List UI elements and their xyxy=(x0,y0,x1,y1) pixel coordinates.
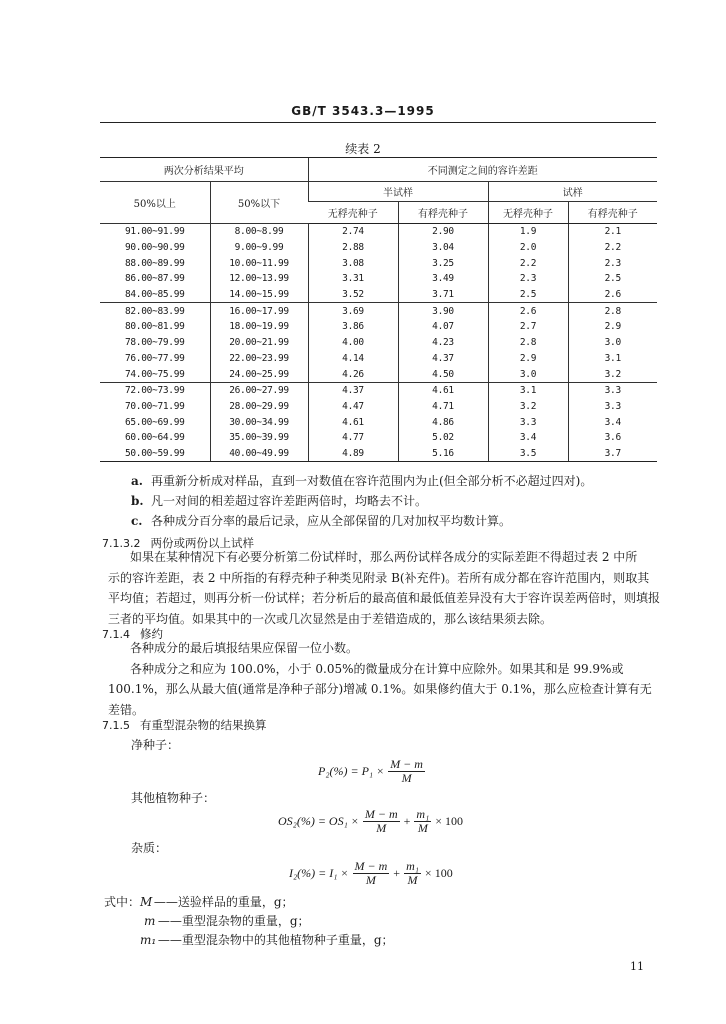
cell-below-50: 9.00~9.99 xyxy=(210,240,308,256)
cell-half-no-husk: 3.31 xyxy=(308,271,398,287)
cell-half-with-husk: 3.49 xyxy=(398,271,488,287)
cell-sample-with-husk: 3.1 xyxy=(568,351,657,367)
table-row xyxy=(100,399,657,415)
para-line: 示的容许差距，表 2 中所指的有稃壳种子种类见附录 B(补充件)。若所有成分都在容许范围内，则取其 xyxy=(108,570,650,585)
cell-above-50: 84.00~85.99 xyxy=(100,287,210,303)
cell-sample-no-husk: 3.0 xyxy=(488,366,568,382)
table-row xyxy=(100,287,657,303)
section-7132-body xyxy=(108,547,688,629)
fraction-denominator: M xyxy=(401,771,412,785)
cell-above-50: 80.00~81.99 xyxy=(124,321,185,333)
table-row xyxy=(100,319,657,335)
below-50-header: 50%以下 xyxy=(210,182,308,224)
cell-above-50: 88.00~89.99 xyxy=(124,257,185,269)
cell-below-50: 26.00~27.99 xyxy=(210,382,308,398)
times-hundred: × 100 xyxy=(435,814,464,828)
definition-m xyxy=(144,912,310,929)
formula-pure-seed xyxy=(318,758,429,785)
para-line: 差错。 xyxy=(108,702,145,717)
fraction-denominator: M xyxy=(376,821,387,835)
cell-half-no-husk: 4.89 xyxy=(308,446,398,462)
definition-symbol: m xyxy=(144,914,156,928)
cell-sample-no-husk: 2.3 xyxy=(488,271,568,287)
table-row xyxy=(100,430,657,446)
section-number: 7.1.4 xyxy=(102,628,130,641)
fraction xyxy=(404,860,421,887)
cell-below-50: 16.00~17.99 xyxy=(210,303,308,319)
standard-header: GB/T 3543.3—1995 xyxy=(291,104,435,118)
cell-above-50: 86.00~87.99 xyxy=(124,273,185,285)
section-title: 两份或两份以上试样 xyxy=(150,536,254,550)
fraction-numerator: M − m xyxy=(354,859,388,873)
tolerance-table xyxy=(100,157,657,462)
cell-above-50: 91.00~91.99 xyxy=(124,226,185,238)
plus-sign: + xyxy=(393,866,401,880)
cell-sample-no-husk: 2.6 xyxy=(488,303,568,319)
cell-half-no-husk: 4.47 xyxy=(308,399,398,415)
cell-half-with-husk: 3.71 xyxy=(398,287,488,303)
fraction-numerator: M − m xyxy=(364,807,398,821)
fraction-denominator: M xyxy=(365,873,376,887)
cell-above-50: 60.00~64.99 xyxy=(124,432,185,444)
where-label: 式中： xyxy=(104,895,141,909)
cell-sample-with-husk: 2.9 xyxy=(568,319,657,335)
cell-below-50: 10.00~11.99 xyxy=(210,255,308,271)
section-heading-715 xyxy=(102,717,267,733)
fraction-numerator: M − m xyxy=(390,757,423,771)
above-50-header: 50%以上 xyxy=(100,182,210,224)
sample-no-husk-header: 无稃壳种子 xyxy=(488,202,568,224)
note-text: 凡一对间的相差超过容许差距两倍时，均略去不计。 xyxy=(151,494,428,508)
cell-half-with-husk: 3.04 xyxy=(398,240,488,256)
definition-text: 送验样品的重量，g； xyxy=(177,895,294,909)
cell-half-no-husk: 4.26 xyxy=(308,366,398,382)
table-row xyxy=(100,303,657,319)
cell-below-50: 35.00~39.99 xyxy=(210,430,308,446)
half-with-husk-header: 有稃壳种子 xyxy=(398,202,488,224)
cell-sample-no-husk: 2.0 xyxy=(488,240,568,256)
note-label: a. xyxy=(131,474,143,488)
times-hundred: × 100 xyxy=(424,866,453,880)
cell-half-with-husk: 5.16 xyxy=(398,446,488,462)
cell-half-with-husk: 4.71 xyxy=(398,399,488,415)
cell-sample-no-husk: 2.9 xyxy=(488,351,568,367)
cell-half-no-husk: 2.88 xyxy=(308,240,398,256)
definition-symbol: M xyxy=(140,895,153,909)
note-c xyxy=(131,512,511,529)
table-row xyxy=(100,382,657,398)
note-a xyxy=(131,472,592,489)
cell-half-no-husk: 4.61 xyxy=(308,414,398,430)
table-row xyxy=(100,240,657,256)
fraction-denominator: M xyxy=(417,821,428,835)
cell-sample-no-husk: 2.8 xyxy=(488,335,568,351)
cell-sample-no-husk: 2.5 xyxy=(488,287,568,303)
definition-M xyxy=(140,893,294,910)
cell-below-50: 30.00~34.99 xyxy=(210,414,308,430)
cell-sample-no-husk: 1.9 xyxy=(488,224,568,240)
para-line: 各种成分之和应为 100.0%，小于 0.05%的微量成分在计算中应除外。如果其和是 99.9%或 xyxy=(130,661,624,676)
cell-below-50: 8.00~8.99 xyxy=(210,224,308,240)
cell-sample-no-husk: 2.7 xyxy=(488,319,568,335)
cell-sample-with-husk: 2.1 xyxy=(568,224,657,240)
cell-sample-with-husk: 3.0 xyxy=(568,335,657,351)
table-row xyxy=(100,351,657,367)
cell-below-50: 20.00~21.99 xyxy=(210,335,308,351)
definition-dash: —— xyxy=(157,933,182,947)
section-title: 修约 xyxy=(140,627,163,641)
cell-sample-with-husk: 3.3 xyxy=(568,382,657,398)
cell-half-no-husk: 2.74 xyxy=(308,224,398,240)
cell-half-with-husk: 3.90 xyxy=(398,303,488,319)
pure-seed-label: 净种子： xyxy=(131,738,180,752)
cell-above-50: 78.00~79.99 xyxy=(124,337,185,349)
formula-inert xyxy=(289,860,453,887)
formula-lhs: I₂(%) = I₁ × xyxy=(289,866,349,880)
cell-sample-with-husk: 2.2 xyxy=(568,240,657,256)
cell-half-with-husk: 2.90 xyxy=(398,224,488,240)
sample-header: 试样 xyxy=(488,182,657,202)
cell-below-50: 12.00~13.99 xyxy=(210,271,308,287)
avg-result-header: 两次分析结果平均 xyxy=(100,158,308,182)
cell-below-50: 18.00~19.99 xyxy=(210,319,308,335)
definition-m1 xyxy=(140,931,394,948)
cell-half-with-husk: 3.25 xyxy=(398,255,488,271)
para-line: 三者的平均值。如果其中的一次或几次显然是由于差错造成的，那么该结果须去除。 xyxy=(108,611,553,626)
cell-sample-no-husk: 3.5 xyxy=(488,446,568,462)
cell-sample-with-husk: 3.7 xyxy=(568,446,657,462)
para-line: 各种成分的最后填报结果应保留一位小数。 xyxy=(130,641,359,655)
cell-sample-with-husk: 3.4 xyxy=(568,414,657,430)
cell-half-no-husk: 4.00 xyxy=(308,335,398,351)
cell-above-50: 74.00~75.99 xyxy=(100,366,210,382)
cell-half-no-husk: 3.08 xyxy=(308,255,398,271)
cell-sample-no-husk: 3.2 xyxy=(488,399,568,415)
cell-sample-no-husk: 2.2 xyxy=(488,255,568,271)
sample-with-husk-header: 有稃壳种子 xyxy=(568,202,657,224)
note-text: 再重新分析成对样品，直到一对数值在容许范围内为止(但全部分析不必超过四对)。 xyxy=(151,474,593,488)
section-number: 7.1.5 xyxy=(102,719,130,732)
section-title: 有重型混杂物的结果换算 xyxy=(140,718,267,732)
fraction xyxy=(388,758,425,785)
table-row xyxy=(100,271,657,287)
cell-half-with-husk: 4.86 xyxy=(398,414,488,430)
inert-label: 杂质： xyxy=(131,841,168,855)
table-row xyxy=(100,224,657,240)
other-seed-label: 其他植物种子： xyxy=(131,791,216,805)
cell-sample-no-husk: 3.3 xyxy=(488,414,568,430)
table-row xyxy=(100,255,657,271)
cell-sample-no-husk: 3.1 xyxy=(488,382,568,398)
tolerance-header: 不同测定之间的容许差距 xyxy=(308,158,657,182)
cell-half-with-husk: 5.02 xyxy=(398,430,488,446)
header-rule xyxy=(100,122,656,123)
table-body xyxy=(100,224,657,462)
cell-above-50: 50.00~59.99 xyxy=(100,446,210,462)
cell-below-50: 40.00~49.99 xyxy=(210,446,308,462)
cell-half-no-husk: 3.86 xyxy=(308,319,398,335)
cell-half-no-husk: 3.69 xyxy=(308,303,398,319)
note-text: 各种成分百分率的最后记录，应从全部保留的几对加权平均数计算。 xyxy=(151,514,512,528)
fraction xyxy=(414,808,431,835)
table-row xyxy=(100,335,657,351)
note-label: c. xyxy=(131,514,143,528)
cell-half-with-husk: 4.37 xyxy=(398,351,488,367)
cell-above-50: 65.00~69.99 xyxy=(124,416,185,428)
half-no-husk-header: 无稃壳种子 xyxy=(308,202,398,224)
cell-sample-with-husk: 3.3 xyxy=(568,399,657,415)
para-line: 平均值；若超过，则再分析一份试样；若分析后的最高值和最低值差异没有大于容许误差两倍时，则填报 xyxy=(108,591,661,605)
cell-sample-with-husk: 2.6 xyxy=(568,287,657,303)
cell-half-no-husk: 3.52 xyxy=(308,287,398,303)
cell-sample-with-husk: 2.5 xyxy=(568,271,657,287)
cell-sample-with-husk: 2.3 xyxy=(568,255,657,271)
cell-half-with-husk: 4.07 xyxy=(398,319,488,335)
definition-dash: —— xyxy=(157,914,182,928)
definition-symbol: m₁ xyxy=(140,933,157,947)
note-label: b. xyxy=(131,494,144,508)
fraction xyxy=(353,860,390,887)
half-sample-header: 半试样 xyxy=(308,182,488,202)
cell-above-50: 72.00~73.99 xyxy=(124,385,185,397)
fraction-numerator: m₁ xyxy=(416,807,430,821)
para-line: 如果在某种情况下有必要分析第二份试样时，那么两份试样各成分的实际差距不得超过表 2 中所 xyxy=(130,550,638,564)
page-number: 11 xyxy=(630,960,644,973)
cell-below-50: 22.00~23.99 xyxy=(210,351,308,367)
cell-half-no-husk: 4.37 xyxy=(308,382,398,398)
cell-sample-with-husk: 2.8 xyxy=(568,303,657,319)
cell-sample-no-husk: 3.4 xyxy=(488,430,568,446)
definition-text: 重型混杂物的重量，g； xyxy=(181,914,310,928)
fraction-numerator: m₁ xyxy=(406,859,419,873)
cell-below-50: 14.00~15.99 xyxy=(210,287,308,303)
note-b xyxy=(131,492,427,509)
cell-below-50: 28.00~29.99 xyxy=(210,399,308,415)
plus-sign: + xyxy=(403,814,411,828)
formula-other-seed xyxy=(278,808,463,835)
definition-text: 重型混杂物中的其他植物种子重量，g； xyxy=(181,933,394,947)
definition-dash: —— xyxy=(153,895,178,909)
table-row xyxy=(100,366,657,382)
table-caption: 续表 2 xyxy=(345,142,381,156)
table-row xyxy=(100,446,657,462)
section-714-body xyxy=(108,638,688,720)
table-row xyxy=(100,414,657,430)
fraction xyxy=(363,808,400,835)
formula-lhs: OS₂(%) = OS₁ × xyxy=(278,814,359,828)
cell-above-50: 82.00~83.99 xyxy=(124,305,185,317)
cell-half-no-husk: 4.14 xyxy=(308,351,398,367)
cell-above-50: 90.00~90.99 xyxy=(124,242,185,254)
cell-above-50: 76.00~77.99 xyxy=(124,352,185,364)
cell-half-with-husk: 4.61 xyxy=(398,382,488,398)
cell-below-50: 24.00~25.99 xyxy=(210,366,308,382)
formula-lhs: P₂(%) = P₁ × xyxy=(318,764,385,778)
cell-above-50: 70.00~71.99 xyxy=(124,400,185,412)
cell-sample-with-husk: 3.6 xyxy=(568,430,657,446)
cell-half-with-husk: 4.23 xyxy=(398,335,488,351)
cell-half-with-husk: 4.50 xyxy=(398,366,488,382)
cell-sample-with-husk: 3.2 xyxy=(568,366,657,382)
fraction-denominator: M xyxy=(407,873,418,887)
para-line: 100.1%，那么从最大值(通常是净种子部分)增减 0.1%。如果修约值大于 0.1%，那么应检查计算有无 xyxy=(108,682,652,696)
cell-half-no-husk: 4.77 xyxy=(308,430,398,446)
section-number: 7.1.3.2 xyxy=(102,537,141,550)
